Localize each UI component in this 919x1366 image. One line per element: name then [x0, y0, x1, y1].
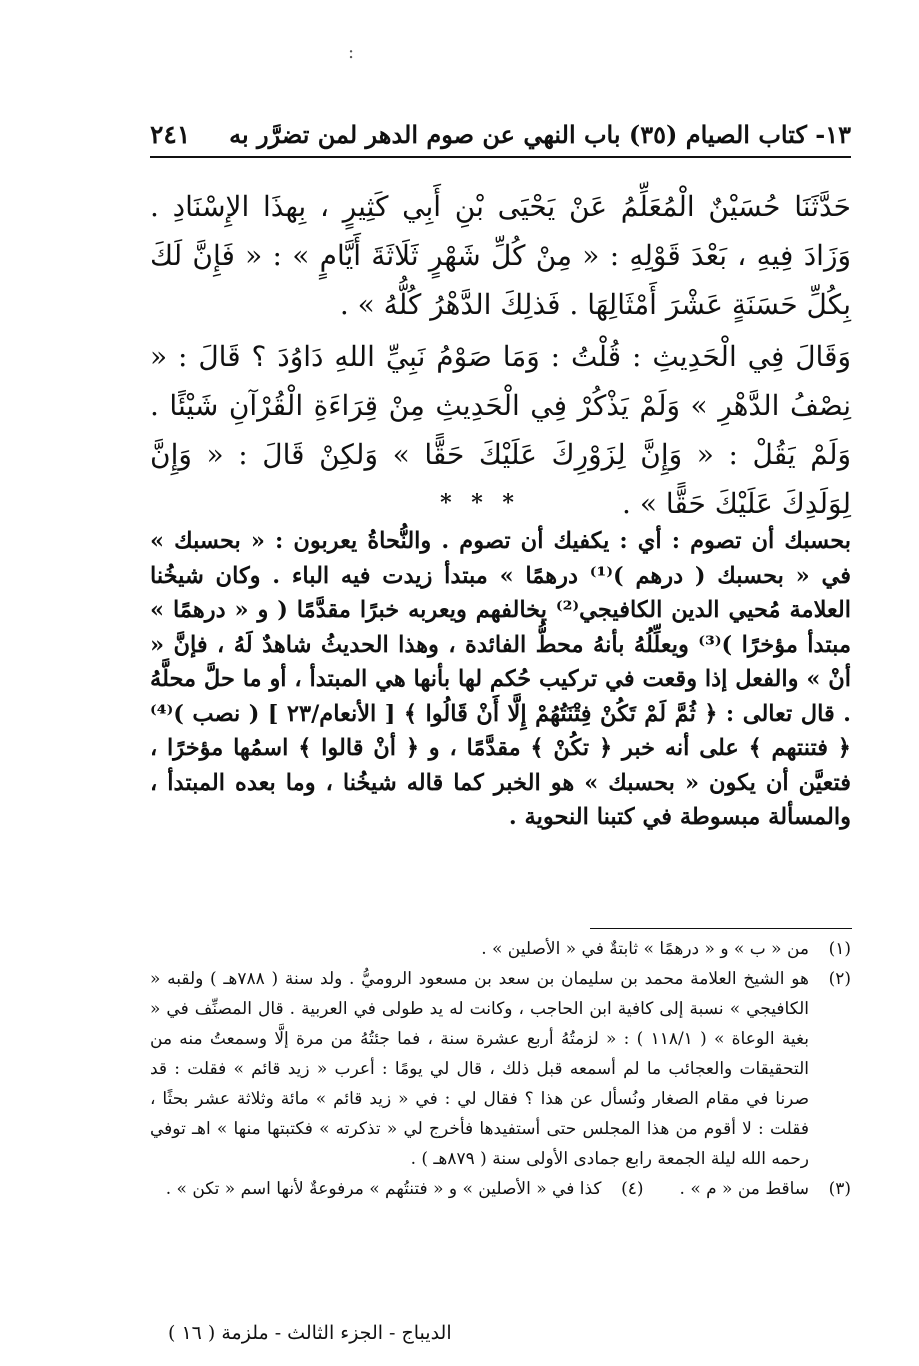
footnote-number: (٤): [621, 1179, 644, 1199]
footnotes-3-4: [150, 1174, 851, 1204]
footnote-number: (٣): [828, 1179, 851, 1199]
page-number: ٢٤١: [150, 120, 191, 149]
running-header: [150, 118, 851, 158]
hadith-text: وَقَالَ فِي الْحَدِيثِ : قُلْتُ : وَمَا صَوْمُ نَبِيِّ اللهِ دَاوُدَ ؟ قَالَ : « نِصْفُ الدَّهْرِ » وَلَمْ يَذْكُرْ فِي الْحَدِيثِ مِنْ قِرَاءَةِ الْقُرْآنِ شَيْئًا . وَلَمْ يَقُلْ : « وَإِنَّ لِزَوْرِكَ عَلَيْكَ حَقًّا » وَلكِنْ قَالَ : « وَإِنَّ لِوَلَدِكَ عَلَيْكَ حَقًّا » .: [150, 340, 851, 520]
margin-mark: :: [348, 42, 355, 63]
chapter-title: ١٣- كتاب الصيام (٣٥) باب النهي عن صوم الدهر لمن تضرَّر به: [229, 120, 851, 149]
footnote-text: هو الشيخ العلامة محمد بن سليمان بن سعد بن مسعود الروميُّ . ولد سنة ( ٧٨٨هـ ) ولقبه « الكافيجي » نسبة إلى كافية ابن الحاجب ، وكانت له يد طولى في العربية . قال المصنِّف في « بغية الوعاة » ( ١١٨/١ ) : « لزمتُهُ أربع عشرة سنة ، فما جئتُهُ من مرة إلَّا وسمعتُ منه من التحقيقات والعجائب ما لم أسمعه قبل ذلك ، قال لي يومًا : أعرب « زيد قائم » فقلت : قد صرنا في مقام الصغار ونُسأل عن هذا ؟ فقال لي : في « زيد قائم » مائة وثلاثة عشر بحثًا ، فقلت : لا أقوم من هذا المجلس حتى أستفيدها فأخرج لي « تذكرته » فكتبتها منها » اهـ توفي رحمه الله ليلة الجمعة رابع جمادى الأولى سنة ( ٨٧٩هـ ) .: [150, 969, 809, 1169]
page-footer: الديباج - الجزء الثالث - ملزمة ( ١٦ ): [168, 1322, 452, 1344]
footnote-2: [150, 964, 851, 1174]
commentary-paragraph: [150, 524, 851, 835]
commentary-text: بحسبك أن تصوم : أي : يكفيك أن تصوم . والنُّحاةُ يعربون : « بحسبك » في « بحسبك ( درهم )⁽¹⁾ درهمًا » مبتدأ زيدت فيه الباء . وكان شيخُنا العلامة مُحيي الدين الكافيجي⁽²⁾ يخالفهم ويعربه خبرًا مقدَّمًا ( و « درهمًا » مبتدأ مؤخرًا )⁽³⁾ ويعلِّلُهُ بأنهُ محطُّ الفائدة ، وهذا الحديثُ شاهدٌ لَهُ ، فإنَّ « أنْ » والفعل إذا وقعت في تركيب حُكم لها بأنها هي المبتدأ ، أو ما حلَّ محلَّهُ . قال تعالى : ﴿ ثُمَّ لَمْ تَكُنْ فِتْنَتُهُمْ إِلَّا أَنْ قَالُوا ﴾ [ الأنعام/٢٣ ] ( نصب )⁽⁴⁾ ﴿ فتنتهم ﴾ على أنه خبر ﴿ تكُنْ ﴾ مقدَّمًا ، و ﴿ أنْ قالوا ﴾ اسمُها مؤخرًا ، فتعيَّن أن يكون « بحسبك » هو الخبر كما قاله شيخُنا ، وما بعده المبتدأ ، والمسألة مبسوطة في كتبنا النحوية .: [150, 528, 851, 830]
footnote-number: (٢): [828, 969, 851, 989]
footnote-text: ساقط من « م » .: [679, 1179, 809, 1199]
footnote-number: (١): [828, 939, 851, 959]
hadith-text: حَدَّثَنَا حُسَيْنٌ الْمُعَلِّمُ عَنْ يَحْيَى بْنِ أَبِي كَثِيرٍ ، بِهذَا الإِسْنَادِ . وَزَادَ فِيهِ ، بَعْدَ قَوْلِهِ : « مِنْ كُلِّ شَهْرٍ ثَلَاثَةَ أَيَّامٍ » : « فَإِنَّ لَكَ بِكُلِّ حَسَنَةٍ عَشْرَ أَمْثَالِهَا . فَذلِكَ الدَّهْرُ كُلُّهُ » .: [150, 190, 851, 321]
hadith-paragraph-1: [150, 182, 851, 329]
footnote-text: كذا في « الأصلين » و « فتنتُهم » مرفوعةٌ لأنها اسم « تكن » .: [165, 1179, 602, 1199]
footnote-rule: [590, 928, 852, 929]
footnote-1: [150, 934, 851, 964]
footnotes: [150, 934, 851, 1204]
section-separator: * * *: [440, 490, 520, 516]
footnote-text: من « ب » و « درهمًا » ثابتةٌ في « الأصلين » .: [481, 939, 809, 959]
